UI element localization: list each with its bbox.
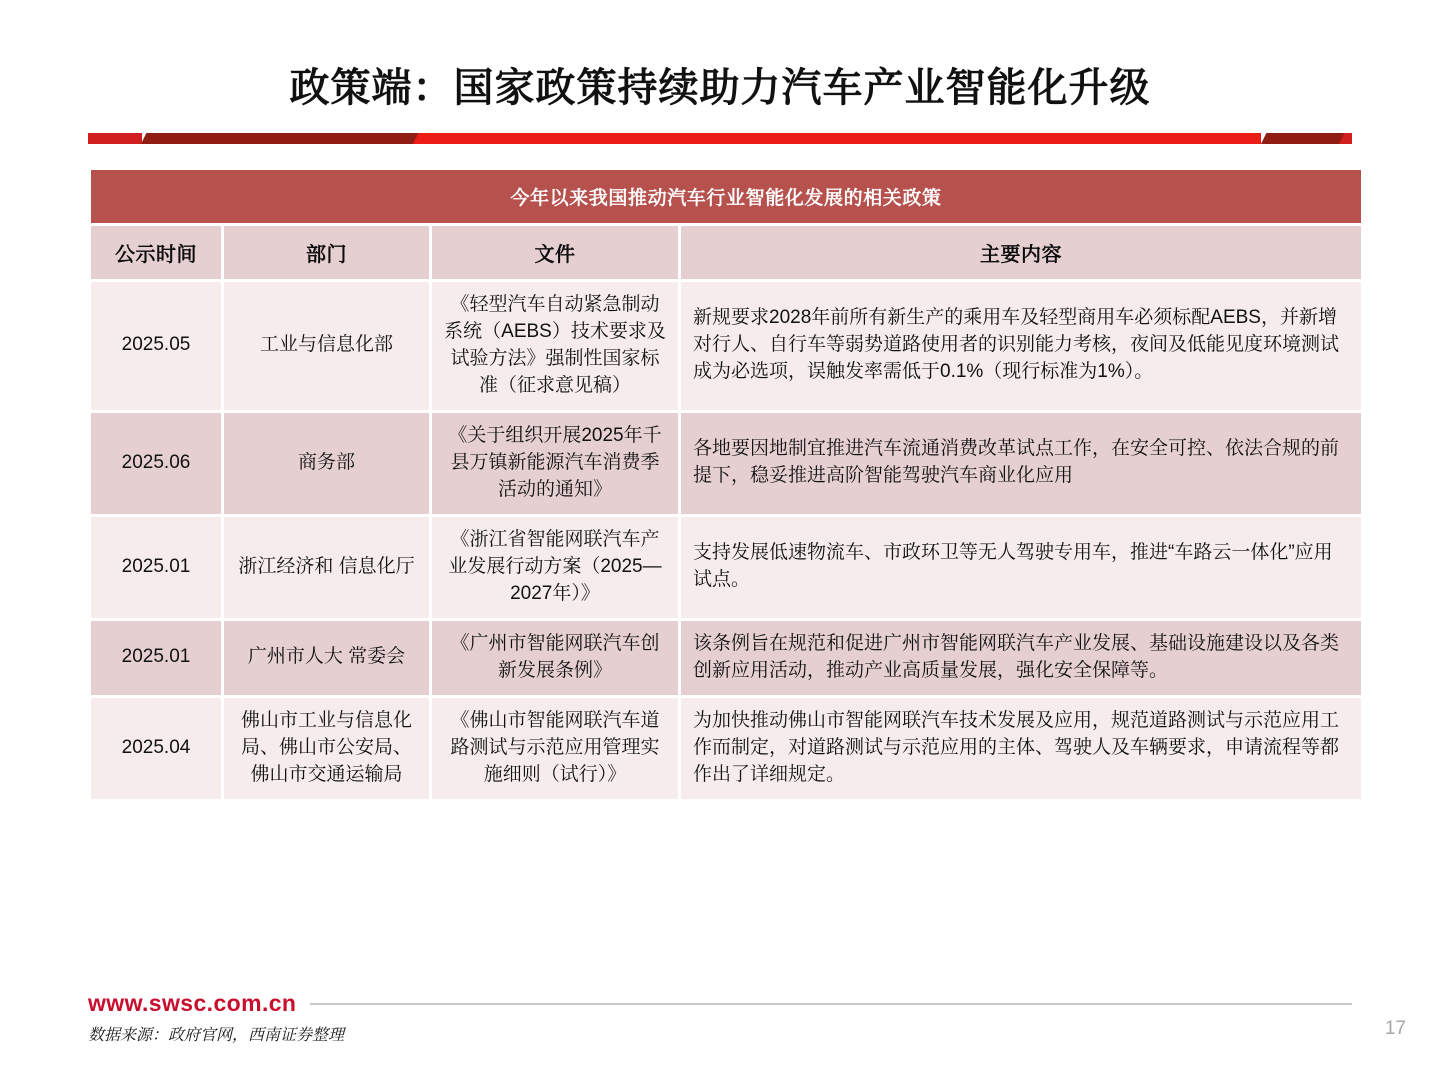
accent-segment-left xyxy=(88,133,142,144)
column-header-content: 主要内容 xyxy=(681,226,1361,279)
cell-dept: 工业与信息化部 xyxy=(224,282,429,410)
table-row xyxy=(91,621,1361,695)
accent-segment-bright xyxy=(413,133,1261,144)
cell-date: 2025.01 xyxy=(91,621,221,695)
table-row xyxy=(91,698,1361,799)
cell-date: 2025.06 xyxy=(91,413,221,514)
title-accent-bar xyxy=(88,133,1352,144)
table-row xyxy=(91,282,1361,410)
cell-dept: 广州市人大 常委会 xyxy=(224,621,429,695)
accent-segment-dark-left xyxy=(141,133,418,144)
footer-data-source: 数据来源：政府官网，西南证券整理 xyxy=(88,1027,345,1044)
cell-doc: 《轻型汽车自动紧急制动系统（AEBS）技术要求及试验方法》强制性国家标准（征求意见稿） xyxy=(432,282,678,410)
cell-content: 各地要因地制宜推进汽车流通消费改革试点工作，在安全可控、依法合规的前提下，稳妥推进高阶智能驾驶汽车商业化应用 xyxy=(681,413,1361,514)
cell-doc: 《广州市智能网联汽车创新发展条例》 xyxy=(432,621,678,695)
cell-date: 2025.05 xyxy=(91,282,221,410)
cell-dept: 浙江经济和 信息化厅 xyxy=(224,517,429,618)
cell-date: 2025.04 xyxy=(91,698,221,799)
footer-website-link[interactable]: www.swsc.com.cn xyxy=(88,990,297,1016)
cell-content: 该条例旨在规范和促进广州市智能网联汽车产业发展、基础设施建设以及各类创新应用活动，推动产业高质量发展，强化安全保障等。 xyxy=(681,621,1361,695)
table-caption: 今年以来我国推动汽车行业智能化发展的相关政策 xyxy=(91,170,1361,223)
table-row xyxy=(91,517,1361,618)
cell-content: 支持发展低速物流车、市政环卫等无人驾驶专用车，推进“车路云一体化”应用试点。 xyxy=(681,517,1361,618)
cell-content: 为加快推动佛山市智能网联汽车技术发展及应用，规范道路测试与示范应用工作而制定，对道路测试与示范应用的主体、驾驶人及车辆要求，申请流程等都作出了详细规定。 xyxy=(681,698,1361,799)
column-header-doc: 文件 xyxy=(432,226,678,279)
cell-doc: 《关于组织开展2025年千县万镇新能源汽车消费季活动的通知》 xyxy=(432,413,678,514)
cell-doc: 《浙江省智能网联汽车产业发展行动方案（2025—2027年）》 xyxy=(432,517,678,618)
page-title: 政策端：国家政策持续助力汽车产业智能化升级 xyxy=(289,66,1151,110)
footer-brand-area xyxy=(88,990,1352,1017)
cell-dept: 商务部 xyxy=(224,413,429,514)
policy-table xyxy=(88,167,1364,802)
table-caption-row xyxy=(91,170,1361,223)
footer-divider-line xyxy=(310,1003,1352,1005)
cell-content: 新规要求2028年前所有新生产的乘用车及轻型商用车必须标配AEBS，并新增对行人、自行车等弱势道路使用者的识别能力考核，夜间及低能见度环境测试成为必选项，误触发率需低于0.1%（现行标准为1%）。 xyxy=(681,282,1361,410)
column-header-dept: 部门 xyxy=(224,226,429,279)
table-header-row xyxy=(91,226,1361,279)
column-header-date: 公示时间 xyxy=(91,226,221,279)
cell-dept: 佛山市工业与信息化局、佛山市公安局、佛山市交通运输局 xyxy=(224,698,429,799)
cell-date: 2025.01 xyxy=(91,517,221,618)
accent-segment-dark-right xyxy=(1261,133,1345,144)
page-number: 17 xyxy=(1384,1018,1406,1039)
table-row xyxy=(91,413,1361,514)
cell-doc: 《佛山市智能网联汽车道路测试与示范应用管理实施细则（试行）》 xyxy=(432,698,678,799)
